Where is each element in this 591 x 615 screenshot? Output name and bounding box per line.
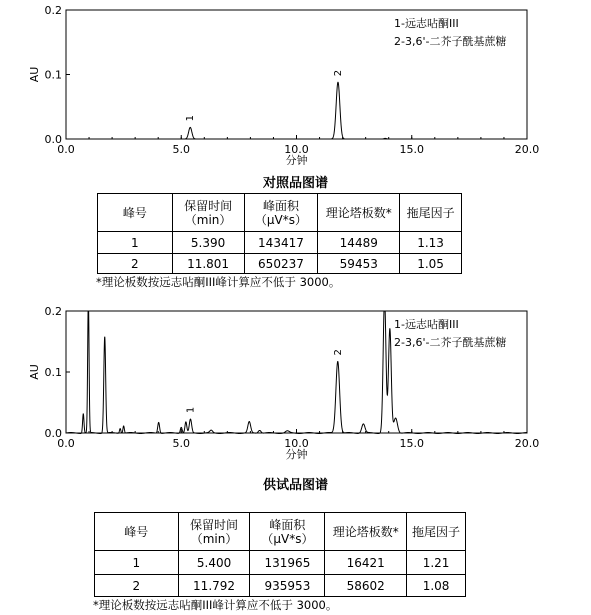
x-tick-label: 15.0 [399, 437, 424, 450]
cell-tailing-factor: 1.21 [407, 551, 466, 575]
chromatogram-trace [66, 82, 527, 139]
x-axis-title: 分钟 [285, 448, 308, 461]
y-tick-label: 0.0 [44, 427, 62, 440]
x-tick-label: 20.0 [514, 437, 540, 450]
col-header-retention-time: 保留时间（min） [178, 513, 250, 551]
x-tick-label: 0.0 [57, 143, 75, 156]
cell-plate-number: 58602 [325, 575, 407, 597]
table-row [98, 254, 462, 274]
table-row [95, 575, 466, 597]
sample-footnote: *理论板数按远志呫酮III峰计算应不低于 3000。 [93, 598, 338, 612]
x-tick-label: 5.0 [172, 437, 190, 450]
peak-label: 1 [185, 115, 197, 122]
cell-peak-area: 131965 [250, 551, 325, 575]
cell-plate-number: 14489 [318, 232, 400, 254]
col-header-peak-no: 峰号 [98, 194, 173, 232]
cell-retention-time: 11.801 [172, 254, 244, 274]
x-tick-label: 15.0 [399, 143, 424, 156]
x-tick-label: 10.0 [284, 143, 309, 156]
sample-caption: 供试品图谱 [262, 478, 328, 493]
cell-plate-number: 59453 [318, 254, 400, 274]
y-axis-title: AU [28, 364, 41, 380]
cell-peak-area: 143417 [244, 232, 318, 254]
reference-chromatogram [0, 0, 591, 165]
cell-peak-no: 1 [95, 551, 179, 575]
x-tick-label: 20.0 [514, 143, 540, 156]
reference-footnote: *理论板数按远志呫酮III峰计算应不低于 3000。 [96, 275, 341, 289]
cell-tailing-factor: 1.08 [407, 575, 466, 597]
y-tick-label: 0.1 [44, 366, 62, 379]
cell-tailing-factor: 1.13 [400, 232, 462, 254]
y-axis-title: AU [28, 66, 41, 83]
col-header-peak-area: 峰面积（μV*s） [244, 194, 318, 232]
sample-peak-table [94, 512, 466, 597]
col-header-retention-time: 保留时间（min） [172, 194, 244, 232]
cell-peak-no: 2 [95, 575, 179, 597]
sample-chromatogram [0, 303, 591, 470]
cell-retention-time: 5.390 [172, 232, 244, 254]
cell-peak-no: 2 [98, 254, 173, 274]
cell-plate-number: 16421 [325, 551, 407, 575]
peak-label: 1 [185, 406, 197, 414]
table-row [95, 551, 466, 575]
cell-retention-time: 11.792 [178, 575, 250, 597]
cell-peak-no: 1 [98, 232, 173, 254]
table-row [98, 232, 462, 254]
reference-caption: 对照品图谱 [262, 176, 328, 191]
peak-label: 2 [332, 349, 344, 356]
table-header-row [95, 513, 466, 551]
y-tick-label: 0.2 [44, 4, 62, 17]
peak-label: 2 [332, 69, 344, 77]
col-header-plate-number: 理论塔板数* [318, 194, 400, 232]
col-header-tailing-factor: 拖尾因子 [400, 194, 462, 232]
col-header-peak-area: 峰面积（μV*s） [250, 513, 325, 551]
legend-entry: 2-3,6'-二芥子酰基蔗糖 [394, 35, 507, 48]
y-tick-label: 0.2 [44, 305, 62, 318]
y-tick-label: 0.1 [44, 68, 62, 82]
cell-retention-time: 5.400 [178, 551, 250, 575]
col-header-peak-no: 峰号 [95, 513, 179, 551]
y-tick-label: 0.0 [44, 133, 62, 146]
legend-entry: 2-3,6'-二芥子酰基蔗糖 [394, 336, 507, 349]
x-tick-label: 10.0 [284, 437, 309, 450]
cell-peak-area: 935953 [250, 575, 325, 597]
reference-peak-table [97, 193, 462, 274]
col-header-tailing-factor: 拖尾因子 [407, 513, 466, 551]
legend-entry: 1-远志呫酮III [394, 17, 459, 30]
legend-entry: 1-远志呫酮III [394, 318, 459, 331]
x-tick-label: 0.0 [57, 437, 75, 450]
table-header-row [98, 194, 462, 232]
col-header-plate-number: 理论塔板数* [325, 513, 407, 551]
cell-tailing-factor: 1.05 [400, 254, 462, 274]
x-tick-label: 5.0 [172, 143, 190, 156]
cell-peak-area: 650237 [244, 254, 318, 274]
x-axis-title: 分钟 [285, 154, 308, 165]
